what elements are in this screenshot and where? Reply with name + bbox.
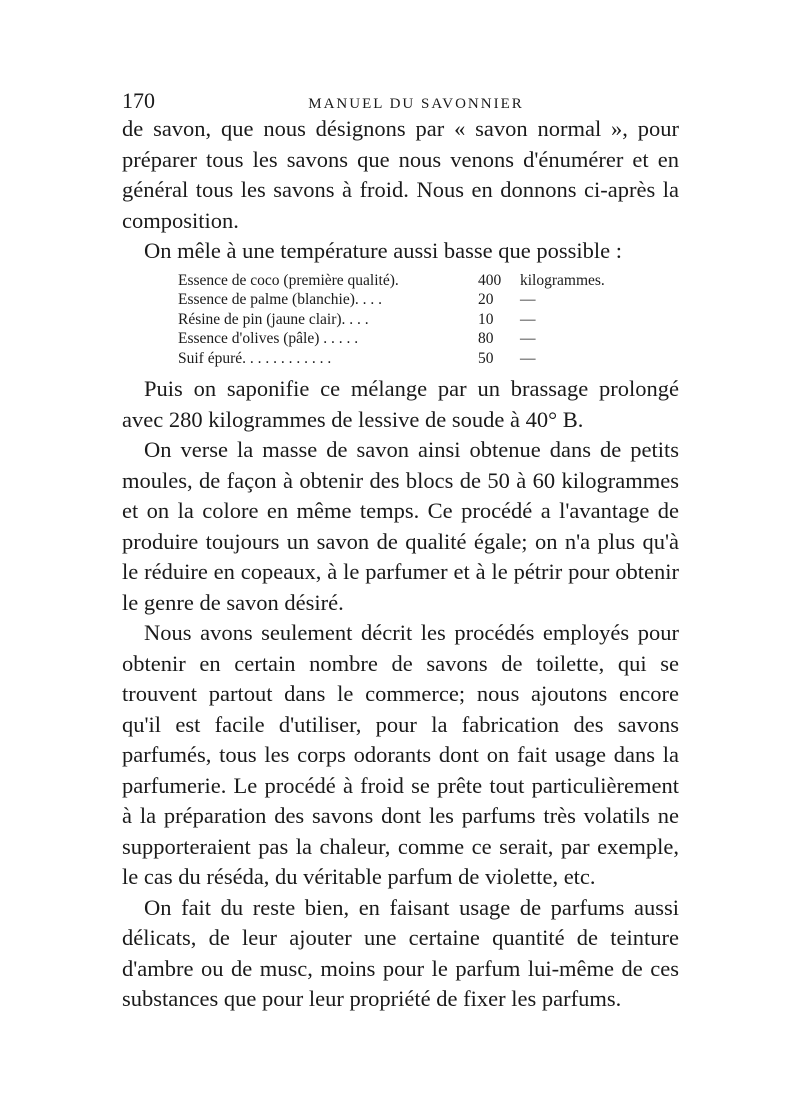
recipe-quantity: 10 <box>478 310 494 328</box>
recipe-quantity: 20 <box>478 291 494 308</box>
recipe-quantity: 80 <box>478 330 494 347</box>
recipe-unit: — <box>520 310 536 328</box>
recipe-unit: — <box>520 349 536 367</box>
recipe-row <box>178 290 605 310</box>
recipe-ingredient: Suif épuré. . . . . . . . . . . . <box>178 349 332 367</box>
recipe-row <box>178 329 605 349</box>
recipe-unit: — <box>520 330 536 347</box>
page-body <box>122 114 679 1015</box>
page-number: 170 <box>122 88 155 113</box>
recipe-ingredient: Essence de coco (première qualité). <box>178 271 399 289</box>
recipe-ingredient: Essence d'olives (pâle) . . . . . <box>178 330 359 347</box>
recipe-ingredient: Résine de pin (jaune clair). . . . <box>178 310 369 328</box>
paragraph: de savon, que nous désignons par « savon normal », pour préparer tous les savons que nous venons d'énumérer et en général tous les savons à froid. Nous en donnons ci-après la composition. <box>122 116 679 233</box>
recipe-unit: kilogrammes. <box>520 271 605 289</box>
recipe-quantity: 400 <box>478 271 502 289</box>
page-header <box>122 88 710 114</box>
running-title: MANUEL DU SAVONNIER <box>308 96 524 112</box>
recipe-quantity: 50 <box>478 349 494 367</box>
paragraph: On mêle à une température aussi basse que possible : <box>144 238 622 263</box>
paragraph: Nous avons seulement décrit les procédés employés pour obtenir en certain nombre de savons de toilette, qui se trouvent partout dans le commerce; nous ajoutons encore qu'il est facile d'utiliser, pour la fabrication des savons parfumés, tous les corps odorants dont on fait usage dans la parfumerie. Le procédé à froid se prête tout particulièrement à la préparation des savons dont les parfums très volatils ne supporteraient pas la chaleur, comme ce serait, par exemple, le cas du réséda, du véritable parfum de violette, etc. <box>122 620 679 889</box>
paragraph: On fait du reste bien, en faisant usage de parfums aussi délicats, de leur ajouter une certaine quantité de teinture d'ambre ou de musc, moins pour le parfum lui-même de ces substances que pour leur propriété de fixer les parfums. <box>122 894 679 1011</box>
recipe-row <box>178 271 605 291</box>
recipe-row <box>178 349 605 369</box>
recipe-table <box>178 271 605 369</box>
recipe-unit: — <box>520 291 536 308</box>
recipe-row <box>178 310 605 330</box>
paragraph: Puis on saponifie ce mélange par un brassage prolongé avec 280 kilogrammes de lessive de soude à 40° B. <box>122 376 679 432</box>
recipe-ingredient: Essence de palme (blanchie). . . . <box>178 291 382 308</box>
paragraph: On verse la masse de savon ainsi obtenue dans de petits moules, de façon à obtenir des blocs de 50 à 60 kilogrammes et on la colore en même temps. Ce procédé a l'avantage de produire toujours un savon de qualité égale; on n'a plus qu'à le réduire en copeaux, à le parfumer et à le pétrir pour obtenir le genre de savon désiré. <box>122 437 679 615</box>
